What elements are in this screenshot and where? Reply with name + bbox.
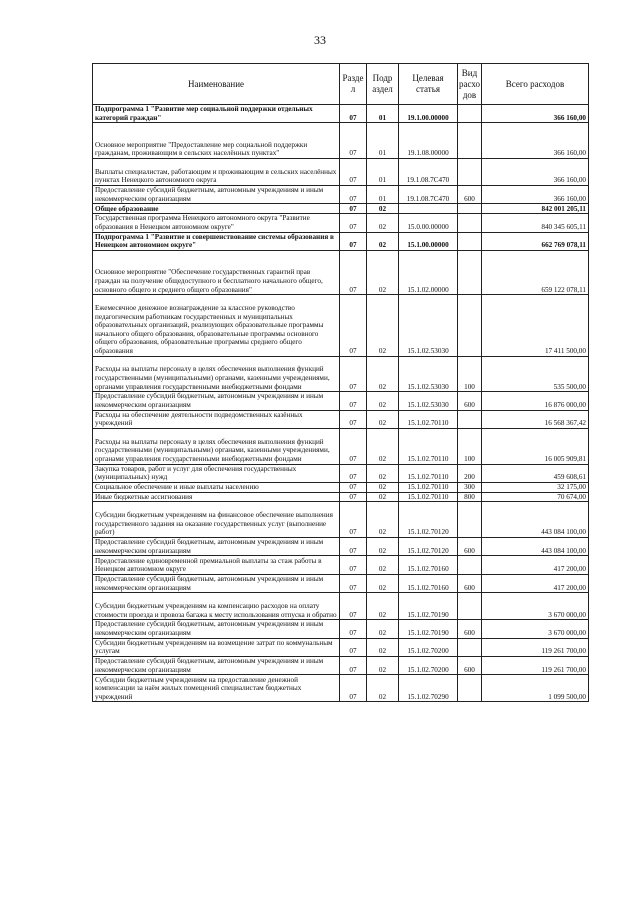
row-razdel: 07 [340,502,367,538]
row-podrazdel: 02 [367,502,399,538]
table-row [93,392,589,410]
table-row [93,556,589,574]
table-row [93,232,589,250]
row-razdel: 07 [340,204,367,214]
row-total: 366 160,00 [482,105,589,123]
row-expense-type [458,675,482,702]
row-total: 366 160,00 [482,158,589,185]
row-expense-type [458,204,482,214]
row-expense-type: 300 [458,482,482,492]
row-target-article: 15.1.02.53030 [399,295,458,356]
row-podrazdel: 01 [367,185,399,203]
row-target-article: 15.1.02.70110 [399,482,458,492]
row-total: 443 084 100,00 [482,502,589,538]
row-name: Расходы на обеспечение деятельности подведомственных казённых учреждений [93,410,340,428]
table-row [93,158,589,185]
row-target-article: 15.1.02.70200 [399,638,458,656]
row-podrazdel: 02 [367,295,399,356]
row-total: 119 261 700,00 [482,657,589,675]
row-target-article: 15.1.02.53030 [399,392,458,410]
header-total: Всего расходов [482,64,589,105]
row-expense-type: 200 [458,464,482,482]
row-expense-type [458,556,482,574]
row-podrazdel: 02 [367,620,399,638]
row-expense-type: 100 [458,356,482,392]
row-expense-type [458,250,482,294]
row-podrazdel: 02 [367,464,399,482]
row-target-article: 15.1.02.70120 [399,538,458,556]
row-expense-type [458,502,482,538]
row-razdel: 07 [340,105,367,123]
row-target-article: 15.1.02.70110 [399,492,458,502]
row-target-article: 15.1.02.00000 [399,250,458,294]
table-row [93,105,589,123]
row-total: 17 411 500,00 [482,295,589,356]
row-name: Подпрограмма 1 "Развитие мер социальной поддержки отдельных категорий граждан" [93,105,340,123]
row-name: Предоставление субсидий бюджетным, автономным учреждениям и иным некоммерческим организациям [93,620,340,638]
row-podrazdel: 02 [367,410,399,428]
row-razdel: 07 [340,214,367,232]
row-target-article: 15.1.02.70190 [399,620,458,638]
row-razdel: 07 [340,185,367,203]
row-expense-type [458,295,482,356]
row-razdel: 07 [340,538,367,556]
row-name: Субсидии бюджетным учреждениям на финансовое обеспечение выполнения государственного задания на оказание государственных услуг (выполнение работ) [93,502,340,538]
row-target-article: 19.1.08.7С470 [399,158,458,185]
row-podrazdel: 01 [367,105,399,123]
row-total: 16 568 367,42 [482,410,589,428]
row-total: 16 005 909,81 [482,428,589,464]
table-row [93,593,589,620]
row-expense-type: 600 [458,620,482,638]
row-total: 535 500,00 [482,356,589,392]
row-total: 16 876 000,00 [482,392,589,410]
row-total: 3 670 000,00 [482,593,589,620]
page-number: 33 [314,33,326,47]
row-total: 842 001 205,11 [482,204,589,214]
row-podrazdel: 02 [367,214,399,232]
row-expense-type: 600 [458,185,482,203]
row-razdel: 07 [340,657,367,675]
row-total: 366 160,00 [482,123,589,159]
row-total: 417 200,00 [482,556,589,574]
row-razdel: 07 [340,123,367,159]
row-name: Расходы на выплаты персоналу в целях обеспечения выполнения функций государственными (муниципальными) органами, казенными учреждениями, органами управления государственными внебюджетными фондами [93,356,340,392]
row-name: Подпрограмма 1 "Развитие и совершенствование системы образования в Ненецком автономном округе" [93,232,340,250]
table-row [93,123,589,159]
row-podrazdel: 01 [367,158,399,185]
row-name: Предоставление субсидий бюджетным, автономным учреждениям и иным некоммерческим организациям [93,185,340,203]
row-target-article: 15.1.02.70200 [399,657,458,675]
row-podrazdel: 02 [367,250,399,294]
row-razdel: 07 [340,392,367,410]
row-name: Предоставление субсидий бюджетным, автономным учреждениям и иным некоммерческим организациям [93,538,340,556]
row-name: Основное мероприятие "Обеспечение государственных гарантий прав граждан на получение общедоступного и бесплатного начального общего, основного общего и среднего общего образования" [93,250,340,294]
row-expense-type [458,232,482,250]
table-row [93,538,589,556]
row-name: Выплаты специалистам, работающим и проживающим в сельских населённых пунктах Ненецкого автономного округа [93,158,340,185]
row-target-article: 19.1.00.00000 [399,105,458,123]
row-podrazdel: 02 [367,638,399,656]
row-target-article: 15.1.02.70160 [399,556,458,574]
row-total: 366 160,00 [482,185,589,203]
row-total: 1 099 500,00 [482,675,589,702]
row-razdel: 07 [340,464,367,482]
row-expense-type [458,638,482,656]
table-row [93,214,589,232]
table-row [93,428,589,464]
row-razdel: 07 [340,593,367,620]
row-name: Предоставление субсидий бюджетным, автономным учреждениям и иным некоммерческим организациям [93,657,340,675]
row-podrazdel: 02 [367,593,399,620]
row-target-article: 19.1.08.7С470 [399,185,458,203]
table-row [93,410,589,428]
row-podrazdel: 02 [367,538,399,556]
row-razdel: 07 [340,492,367,502]
table-body [93,105,589,702]
row-expense-type [458,214,482,232]
row-name: Ежемесячное денежное вознаграждение за классное руководство педагогическим работникам государственных и муниципальных образовательных организаций, реализующих образовательные программы начального общего образования, образовательные программы основного общего образования, образовательные программы среднего общего образования [93,295,340,356]
row-razdel: 07 [340,574,367,592]
table-row [93,482,589,492]
row-razdel: 07 [340,356,367,392]
budget-table [92,63,589,702]
row-target-article: 15.1.02.70110 [399,410,458,428]
table-row [93,185,589,203]
row-expense-type [458,410,482,428]
row-target-article: 15.1.02.70190 [399,593,458,620]
row-name: Субсидии бюджетным учреждениям на возмещение затрат по коммунальным услугам [93,638,340,656]
table-row [93,250,589,294]
row-target-article: 15.1.02.70110 [399,464,458,482]
row-podrazdel: 02 [367,428,399,464]
row-podrazdel: 02 [367,356,399,392]
row-expense-type [458,158,482,185]
row-name: Субсидии бюджетным учреждениям на компенсацию расходов на оплату стоимости проезда и провоза багажа к месту использования отпуска и обратно [93,593,340,620]
row-razdel: 07 [340,158,367,185]
table-row [93,502,589,538]
row-name: Субсидии бюджетным учреждениям на предоставление денежной компенсации за наём жилых помещений специалистам бюджетных учреждений [93,675,340,702]
row-target-article: 15.1.02.70110 [399,428,458,464]
row-target-article: 15.0.00.00000 [399,214,458,232]
row-name: Государственная программа Ненецкого автономного округа "Развитие образования в Ненецком автономном округе" [93,214,340,232]
row-podrazdel: 02 [367,482,399,492]
row-expense-type [458,123,482,159]
row-target-article: 15.1.02.70290 [399,675,458,702]
row-expense-type: 600 [458,574,482,592]
row-razdel: 07 [340,250,367,294]
table-row [93,464,589,482]
table-header-row [93,64,589,105]
row-razdel: 07 [340,482,367,492]
row-expense-type [458,593,482,620]
row-total: 659 122 078,11 [482,250,589,294]
table-row [93,657,589,675]
row-target-article: 15.1.00.00000 [399,232,458,250]
header-razdel: Разде л [340,64,367,105]
row-name: Предоставление субсидий бюджетным, автономным учреждениям и иным некоммерческим организациям [93,392,340,410]
row-expense-type: 600 [458,538,482,556]
row-podrazdel: 02 [367,392,399,410]
row-podrazdel: 02 [367,574,399,592]
row-target-article [399,204,458,214]
row-name: Предоставление субсидий бюджетным, автономным учреждениям и иным некоммерческим организациям [93,574,340,592]
row-target-article: 15.1.02.53030 [399,356,458,392]
table-row [93,204,589,214]
row-expense-type: 800 [458,492,482,502]
header-target-article: Целевая статья [399,64,458,105]
row-total: 662 769 078,11 [482,232,589,250]
header-podrazdel: Подр аздел [367,64,399,105]
row-total: 443 084 100,00 [482,538,589,556]
row-total: 840 345 605,11 [482,214,589,232]
row-podrazdel: 02 [367,657,399,675]
table-row [93,574,589,592]
table-row [93,356,589,392]
row-razdel: 07 [340,428,367,464]
row-podrazdel: 02 [367,232,399,250]
table-row [93,638,589,656]
row-podrazdel: 02 [367,492,399,502]
row-target-article: 19.1.08.00000 [399,123,458,159]
row-name: Основное мероприятие "Предоставление мер социальной поддержки гражданам, проживающим в сельских населённых пунктах" [93,123,340,159]
row-name: Иные бюджетные ассигнования [93,492,340,502]
row-razdel: 07 [340,675,367,702]
table-row [93,620,589,638]
row-target-article: 15.1.02.70120 [399,502,458,538]
row-total: 119 261 700,00 [482,638,589,656]
row-podrazdel: 02 [367,556,399,574]
row-expense-type: 600 [458,657,482,675]
header-name: Наименование [93,64,340,105]
table-row [93,295,589,356]
row-podrazdel: 02 [367,204,399,214]
row-total: 70 674,00 [482,492,589,502]
row-podrazdel: 02 [367,675,399,702]
row-total: 3 670 000,00 [482,620,589,638]
row-total: 32 175,00 [482,482,589,492]
table-row [93,492,589,502]
row-name: Социальное обеспечение и иные выплаты населению [93,482,340,492]
table-row [93,675,589,702]
row-total: 417 200,00 [482,574,589,592]
row-expense-type: 600 [458,392,482,410]
row-expense-type [458,105,482,123]
row-podrazdel: 01 [367,123,399,159]
row-name: Предоставление единовременной премиальной выплаты за стаж работы в Ненецком автономном округе [93,556,340,574]
row-razdel: 07 [340,232,367,250]
row-razdel: 07 [340,638,367,656]
row-razdel: 07 [340,410,367,428]
row-name: Закупка товаров, работ и услуг для обеспечения государственных (муниципальных) нужд [93,464,340,482]
row-name: Общее образование [93,204,340,214]
header-expense-type: Вид расхо дов [458,64,482,105]
row-expense-type: 100 [458,428,482,464]
row-total: 459 608,61 [482,464,589,482]
row-razdel: 07 [340,295,367,356]
row-razdel: 07 [340,620,367,638]
row-name: Расходы на выплаты персоналу в целях обеспечения выполнения функций государственными (муниципальными) органами, казенными учреждениями, органами управления государственными внебюджетными фондами [93,428,340,464]
row-target-article: 15.1.02.70160 [399,574,458,592]
row-razdel: 07 [340,556,367,574]
